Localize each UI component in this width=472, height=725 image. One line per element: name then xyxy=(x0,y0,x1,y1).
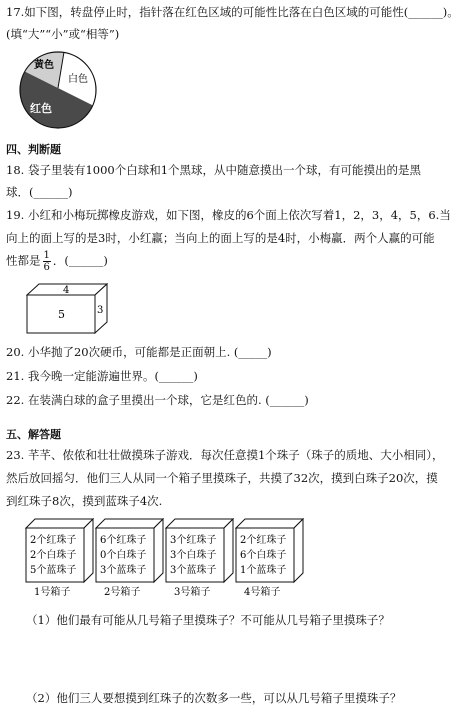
q20: 20. 小华抛了20次硬币，可能都是正面朝上. (_____) xyxy=(6,345,272,359)
box-content-line: 3个蓝珠子 xyxy=(100,565,147,576)
boxes-figure xyxy=(24,518,324,600)
eraser-front-number: 5 xyxy=(58,308,65,321)
spinner-white-label: 白色 xyxy=(68,74,88,85)
box-content-line: 5个蓝珠子 xyxy=(30,565,77,576)
q19-line3 xyxy=(6,250,108,273)
box-3 xyxy=(166,519,233,598)
q23-sub1: （1）他们最有可能从几号箱子里摸珠子？不可能从几号箱子里摸珠子？ xyxy=(26,613,390,627)
fraction xyxy=(43,250,51,273)
box-content-line: 2个红珠子 xyxy=(30,535,77,546)
box-1 xyxy=(26,519,93,598)
q23-line1: 23. 芊芊、侬侬和壮壮做摸珠子游戏．每次任意摸1个珠子（珠子的质地、大小相同）， xyxy=(6,448,444,462)
q23-line2: 然后放回摇匀．他们三人从同一个箱子里摸珠子，共摸了32次，摸到白珠子20次，摸 xyxy=(6,471,438,485)
q17-line2: (填“大”“小”或“相等”) xyxy=(6,27,120,41)
box-content-line: 1个蓝珠子 xyxy=(240,565,287,576)
box-2 xyxy=(96,519,163,598)
q21: 21. 我今晚一定能游遍世界。(______) xyxy=(6,369,198,383)
box-content-line: 3个红珠子 xyxy=(170,535,217,546)
eraser-top-number: 4 xyxy=(63,285,70,296)
eraser-figure xyxy=(26,283,108,335)
fraction-denominator: 6 xyxy=(43,262,50,273)
q17-line1: 17.如下图，转盘停止时，指针落在红色区域的可能性比落在白色区域的可能性(______)。 xyxy=(6,5,459,19)
box-content-line: 3个白珠子 xyxy=(170,550,217,561)
box-content-line: 6个白珠子 xyxy=(240,550,287,561)
q19-line2: 向上的面上写的是3时，小红赢；当向上的面上写的是4时，小梅赢．两个人赢的可能 xyxy=(6,231,435,245)
box-label: 4号箱子 xyxy=(244,587,281,598)
box-label: 2号箱子 xyxy=(104,587,141,598)
spinner-yellow-label: 黄色 xyxy=(34,60,54,71)
q19-line1: 19. 小红和小梅玩掷橡皮游戏，如下图，橡皮的6个面上依次写着1，2，3，4，5，6.当 xyxy=(6,208,451,222)
box-label: 1号箱子 xyxy=(34,587,71,598)
box-content-line: 2个红珠子 xyxy=(240,535,287,546)
q19-line3-post: ．(______) xyxy=(52,253,108,268)
section5-title: 五、解答题 xyxy=(6,428,61,441)
eraser-side-number: 3 xyxy=(97,305,104,316)
q19-line3-pre: 性都是 xyxy=(6,253,41,268)
q18-line2: 球．(______) xyxy=(6,185,73,199)
spinner-figure xyxy=(18,50,98,130)
q23-sub2: （2）他们三人要想摸到红珠子的次数多一些，可以从几号箱子里摸珠子？ xyxy=(26,691,402,705)
section4-title: 四、判断题 xyxy=(6,143,61,156)
fraction-numerator: 1 xyxy=(43,250,50,261)
spinner-red-label: 红色 xyxy=(30,102,52,115)
box-label: 3号箱子 xyxy=(174,587,211,598)
box-4 xyxy=(236,519,303,598)
q23-line3: 到红珠子8次，摸到蓝珠子4次. xyxy=(6,494,163,508)
box-content-line: 0个白珠子 xyxy=(100,550,147,561)
box-content-line: 6个红珠子 xyxy=(100,535,147,546)
box-content-line: 3个蓝珠子 xyxy=(170,565,217,576)
q18-line1: 18. 袋子里装有1000个白球和1个黑球，从中随意摸出一个球，有可能摸出的是黑 xyxy=(6,163,422,177)
q22: 22. 在装满白球的盒子里摸出一个球，它是红色的. (______) xyxy=(6,393,309,407)
box-content-line: 2个白珠子 xyxy=(30,550,77,561)
